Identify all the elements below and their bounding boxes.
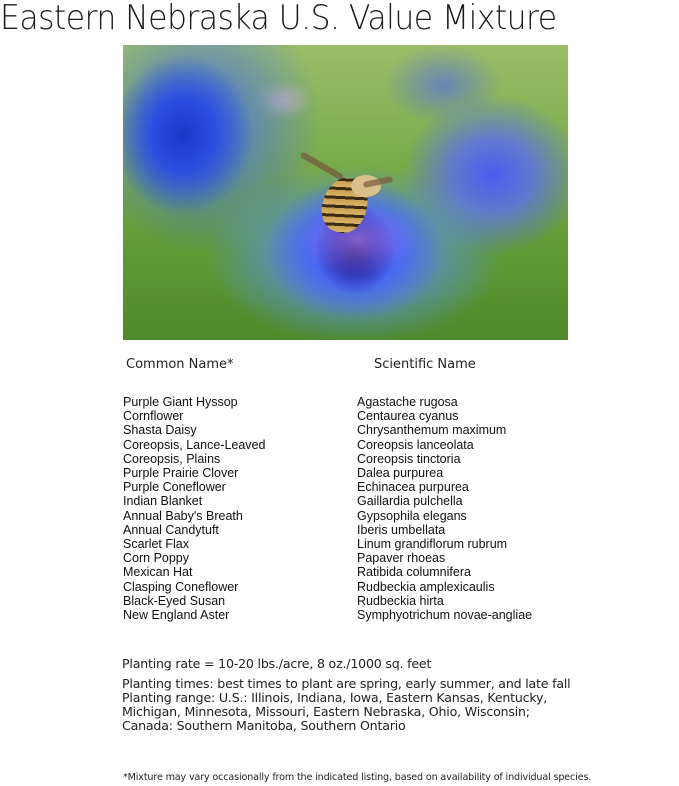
scientific-name: Papaver rhoeas	[357, 551, 446, 566]
common-name: Scarlet Flax	[123, 537, 189, 552]
planting-range-line-3: Canada: Southern Manitoba, Southern Ontario	[122, 718, 406, 733]
scientific-name: Symphyotrichum novae-angliae	[357, 608, 533, 623]
scientific-name: Linum grandiflorum rubrum	[357, 537, 508, 552]
common-name: Coreopsis, Lance-Leaved	[123, 437, 266, 452]
scientific-name: Iberis umbellata	[357, 522, 446, 537]
scientific-name: Coreopsis lanceolata	[357, 437, 474, 452]
cornflower-bee-photo	[123, 45, 568, 340]
common-name: Coreopsis, Plains	[123, 451, 221, 466]
common-name: Shasta Daisy	[123, 423, 197, 438]
footnote: *Mixture may vary occasionally from the indicated listing, based on availability of individual species.	[123, 772, 592, 783]
common-name: Purple Prairie Clover	[123, 466, 239, 481]
common-name: Purple Coneflower	[123, 480, 226, 495]
page-title: Eastern Nebraska U.S. Value Mixture	[0, 0, 557, 37]
common-name: Cornflower	[123, 409, 184, 424]
common-name: Purple Giant Hyssop	[123, 395, 238, 409]
scientific-name: Centaurea cyanus	[357, 409, 459, 424]
common-name: Indian Blanket	[123, 494, 203, 509]
scientific-name: Echinacea purpurea	[357, 480, 469, 495]
scientific-name: Gypsophila elegans	[357, 508, 467, 523]
scientific-name: Dalea purpurea	[357, 466, 444, 481]
common-name-list	[123, 395, 265, 622]
planting-times: Planting times: best times to plant are spring, early summer, and late fall	[122, 676, 571, 691]
common-name: Annual Candytuft	[123, 522, 219, 537]
common-name: Clasping Coneflower	[123, 579, 239, 594]
common-name: Mexican Hat	[123, 565, 193, 580]
common-name: New England Aster	[123, 608, 230, 623]
common-name: Black-Eyed Susan	[123, 593, 226, 608]
scientific-name: Rudbeckia amplexicaulis	[357, 579, 495, 594]
scientific-name: Agastache rugosa	[357, 395, 458, 409]
planting-range-line-1: Planting range: U.S.: Illinois, Indiana, Iowa, Eastern Kansas, Kentucky,	[122, 690, 548, 705]
scientific-name: Gaillardia pulchella	[357, 494, 463, 509]
common-name-header: Common Name*	[126, 357, 234, 372]
planting-rate: Planting rate = 10-20 lbs./acre, 8 oz./1000 sq. feet	[122, 656, 432, 671]
scientific-name: Ratibida columnifera	[357, 565, 471, 580]
scientific-name: Coreopsis tinctoria	[357, 451, 461, 466]
scientific-name-list	[357, 395, 532, 622]
scientific-name: Chrysanthemum maximum	[357, 423, 507, 438]
planting-range-line-2: Michigan, Minnesota, Missouri, Eastern Nebraska, Ohio, Wisconsin;	[122, 704, 530, 719]
common-name: Annual Baby's Breath	[123, 508, 243, 523]
common-name: Corn Poppy	[123, 551, 190, 566]
scientific-name: Rudbeckia hirta	[357, 593, 444, 608]
scientific-name-header: Scientific Name	[374, 357, 476, 372]
